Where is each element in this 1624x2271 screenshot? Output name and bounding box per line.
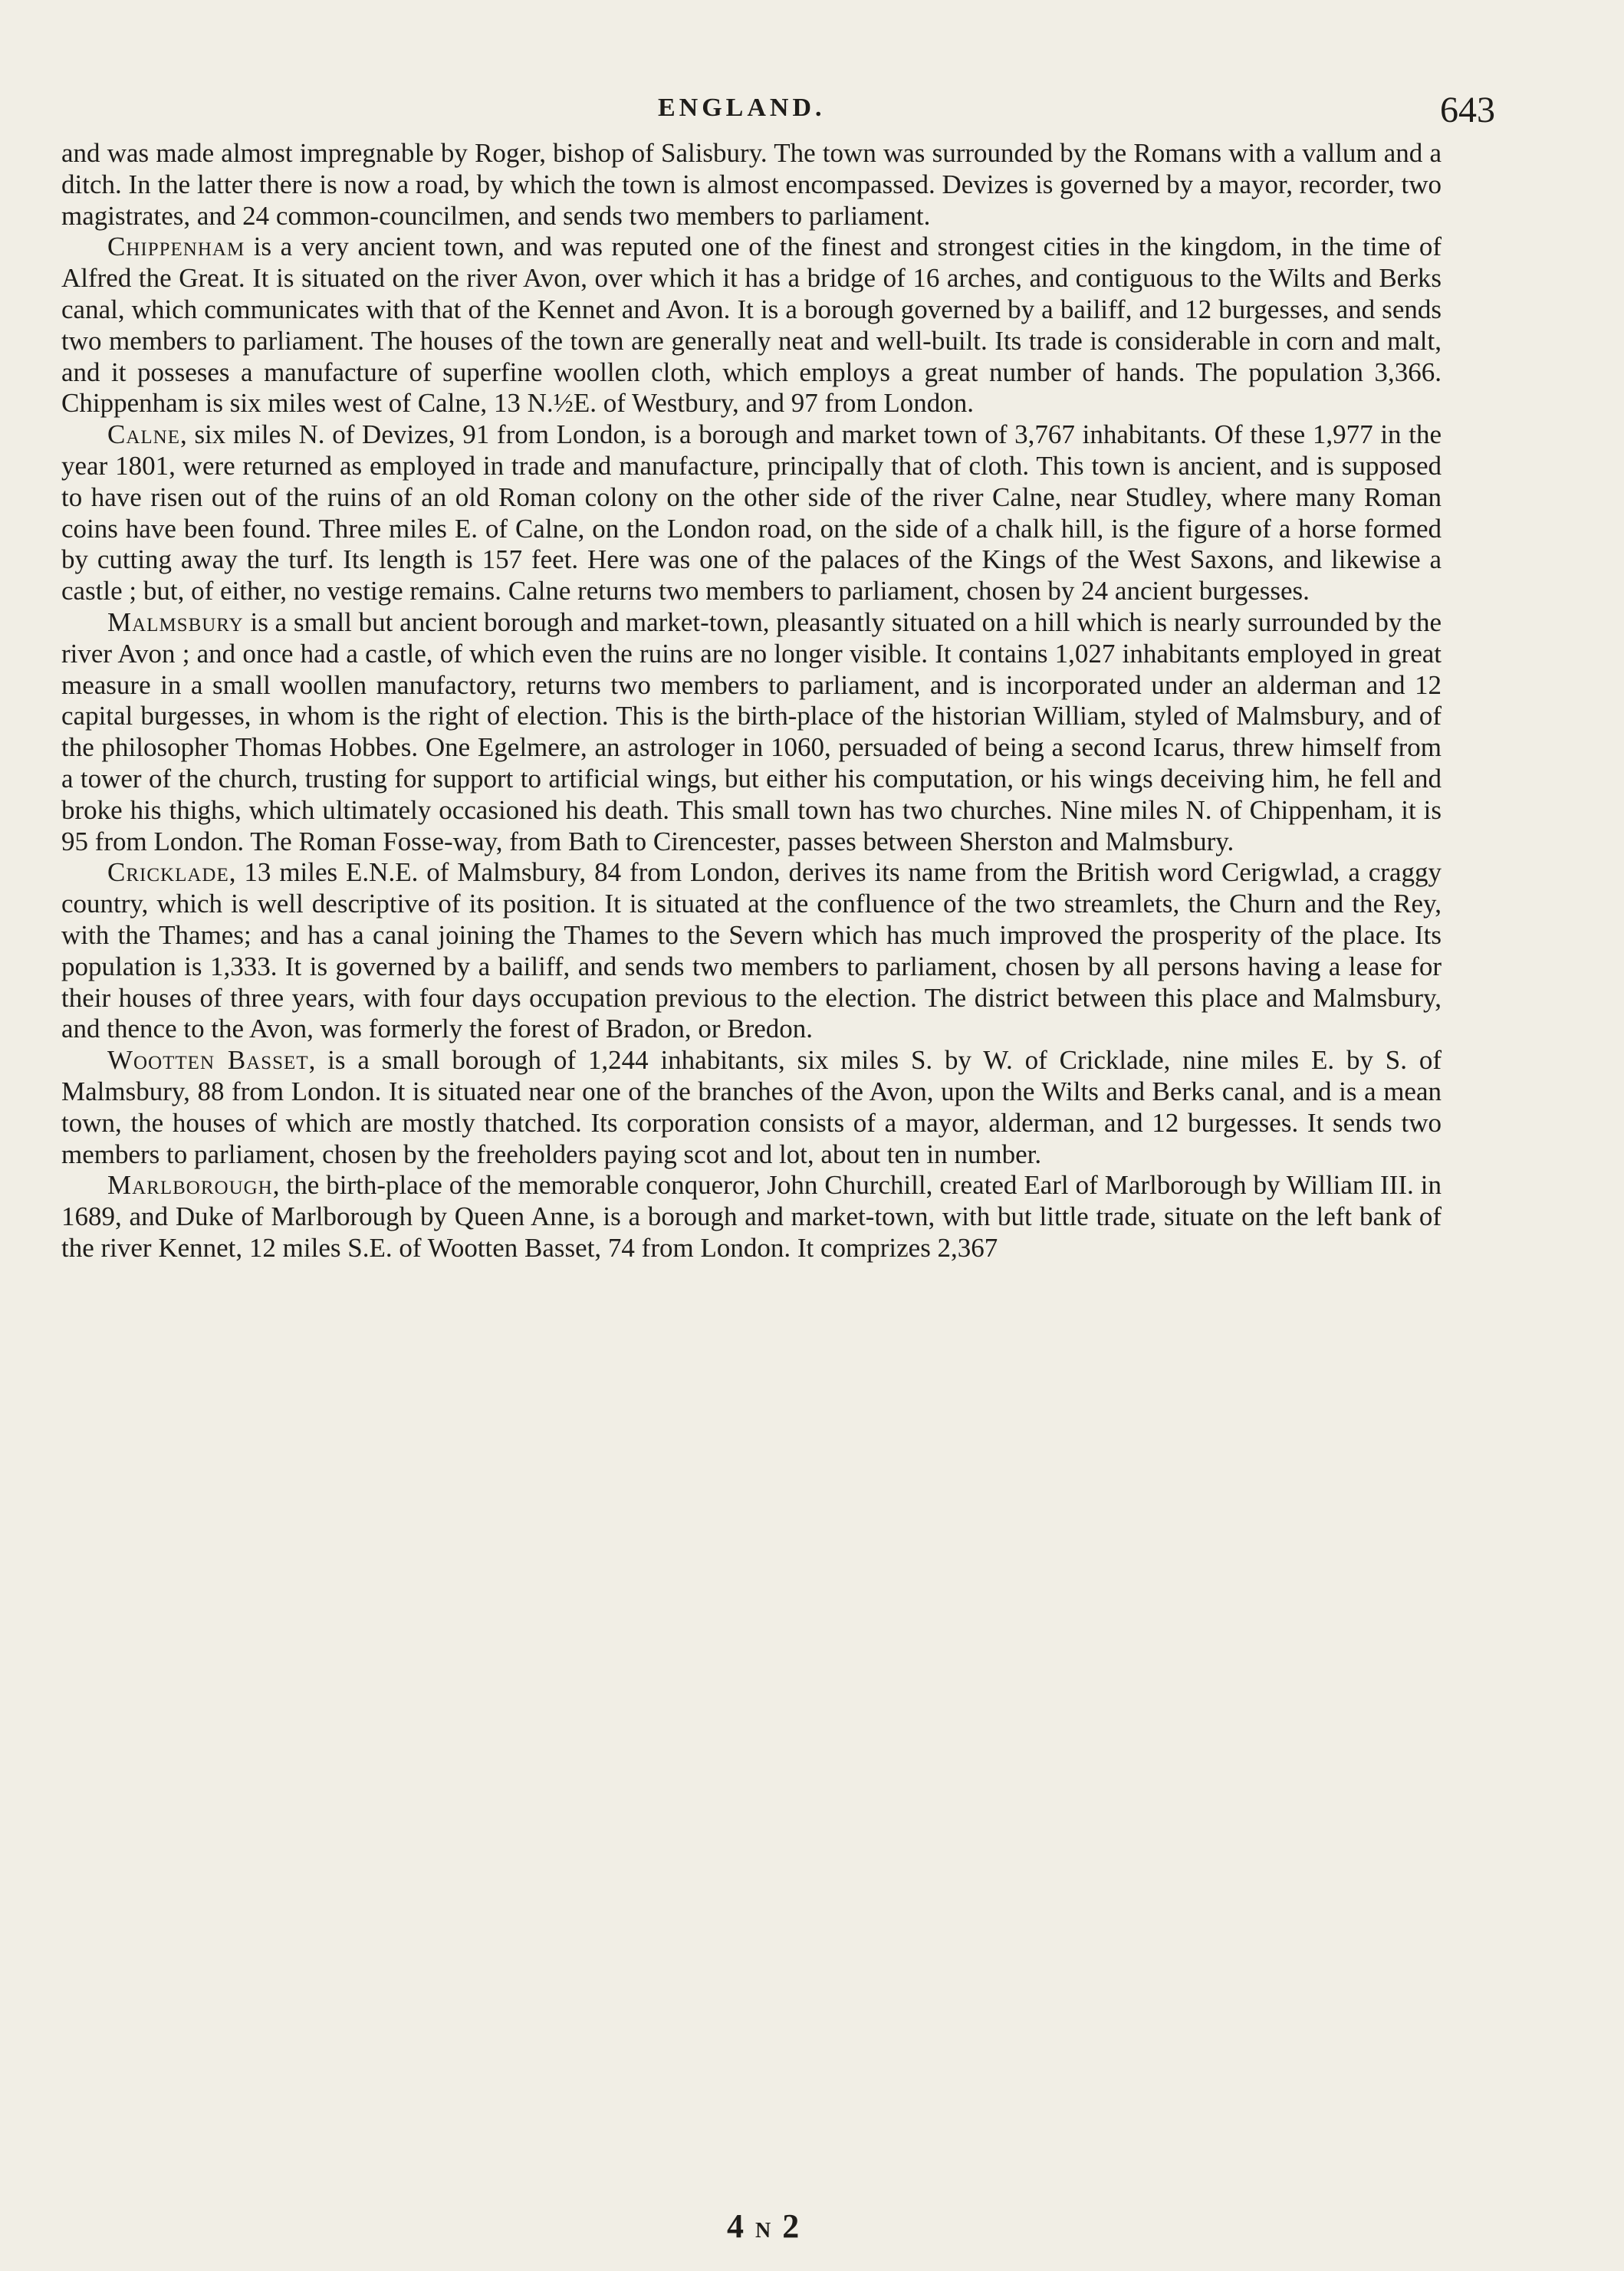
paragraph-marlborough xyxy=(61,1170,1442,1264)
paragraph-malmsbury xyxy=(61,607,1442,857)
body-text xyxy=(61,138,1442,1264)
paragraph-text: is a very ancient town, and was reputed one of the finest and strongest cities in the kingdom, in the time of Alfred the Great. It is situated on the river Avon, over which it has a bridge of 16 arches, and contiguous to the Wilts and Berks canal, which communicates with that of the Kennet and Avon. It is a borough governed by a bailiff, and 12 burgesses, and sends two members to parliament. The houses of the town are generally neat and well-built. Its trade is considerable in corn and malt, and it posseses a manufacture of superfine woollen cloth, which employs a great number of hands. The population 3,366. Chippenham is six miles west of Calne, 13 N.½E. of Westbury, and 97 from London. xyxy=(61,232,1442,419)
paragraph-calne xyxy=(61,419,1442,607)
paragraph-text: is a small but ancient borough and market-town, pleasantly situated on a hill which is nearly surrounded by the river Avon ; and once had a castle, of which even the ruins are no longer visible. It contains 1,027 inhabitants employed in great measure in a small woollen manufactory, returns two members to parliament, and is incorporated under an alderman and 12 capital burgesses, in whom is the right of election. This is the birth-place of the historian William, styled of Malmsbury, and of the philosopher Thomas Hobbes. One Egelmere, an astrologer in 1060, persuaded of being a second Icarus, threw himself from a tower of the church, trusting for support to artificial wings, but either his computation, or his wings deceiving him, he fell and broke his thighs, which ultimately occasioned his death. This small town has two churches. Nine miles N. of Chippenham, it is 95 from London. The Roman Fosse-way, from Bath to Cirencester, passes between Sherston and Malmsbury. xyxy=(61,606,1442,856)
paragraph-chippenham xyxy=(61,232,1442,419)
paragraph-text: , the birth-place of the memorable conqueror, John Churchill, created Earl of Marlborough by William III. in 1689, and Duke of Marlborough by Queen Anne, is a borough and market-town, with but little trade, situate on the left bank of the river Kennet, 12 miles S.E. of Wootten Basset, 74 from London. It comprizes 2,367 xyxy=(61,1170,1442,1263)
paragraph-devizes xyxy=(61,138,1442,232)
paragraph-text: , 13 miles E.N.E. of Malmsbury, 84 from London, derives its name from the British word Cerigwlad, a craggy country, which is well descriptive of its position. It is situated at the confluence of the two streamlets, the Churn and the Rey, with the Thames; and has a canal joining the Thames to the Severn which has much improved the prosperity of the place. Its population is 1,333. It is governed by a bailiff, and sends two members to parliament, chosen by all persons having a lease for their houses of three years, with four days occupation previous to the election. The district between this place and Malmsbury, and thence to the Avon, was formerly the forest of Bradon, or Bredon. xyxy=(61,857,1442,1044)
signature-sheet: 2 xyxy=(782,2207,801,2245)
page-number: 643 xyxy=(1440,90,1495,130)
place-name: Cricklade xyxy=(107,857,229,888)
place-name: Malmsbury xyxy=(107,606,244,637)
paragraph-cricklade xyxy=(61,857,1442,1045)
signature-letter: N xyxy=(755,2219,773,2243)
place-name: Calne xyxy=(107,419,180,450)
running-title: ENGLAND. xyxy=(658,94,826,122)
paragraph-text: and was made almost impregnable by Roger, bishop of Salisbury. The town was surrounded by the Romans with a vallum and a ditch. In the latter there is now a road, by which the town is almost encompassed. Devizes is governed by a mayor, recorder, two magistrates, and 24 common-councilmen, and sends two members to parliament. xyxy=(61,138,1442,231)
place-name: Wootten Basset xyxy=(107,1045,309,1076)
running-head xyxy=(100,90,1509,136)
place-name: Chippenham xyxy=(107,232,245,262)
paragraph-text: , six miles N. of Devizes, 91 from London, is a borough and market town of 3,767 inhabitants. Of these 1,977 in the year 1801, were returned as employed in trade and manufacture, principally that of cloth. This town is ancient, and is supposed to have risen out of the ruins of an old Roman colony on the other side of the river Calne, near Studley, where many Roman coins have been found. Three miles E. of Calne, on the London road, on the side of a chalk hill, is the figure of a horse formed by cutting away the turf. Its length is 157 feet. Here was one of the palaces of the Kings of the West Saxons, and likewise a castle ; but, of either, no vestige remains. Calne returns two members to parliament, chosen by 24 ancient burgesses. xyxy=(61,419,1442,606)
paragraph-text: , is a small borough of 1,244 inhabitants, six miles S. by W. of Cricklade, nine miles E. by S. of Malmsbury, 88 from London. It is situated near one of the branches of the Avon, upon the Wilts and Berks canal, and is a mean town, the houses of which are mostly thatched. Its corporation consists of a mayor, alderman, and 12 burgesses. It sends two members to parliament, chosen by the freeholders paying scot and lot, about ten in number. xyxy=(61,1045,1442,1169)
signature-number: 4 xyxy=(727,2207,745,2245)
place-name: Marlborough xyxy=(107,1170,273,1201)
paragraph-wootten-basset xyxy=(61,1045,1442,1170)
signature-mark xyxy=(727,2207,800,2246)
